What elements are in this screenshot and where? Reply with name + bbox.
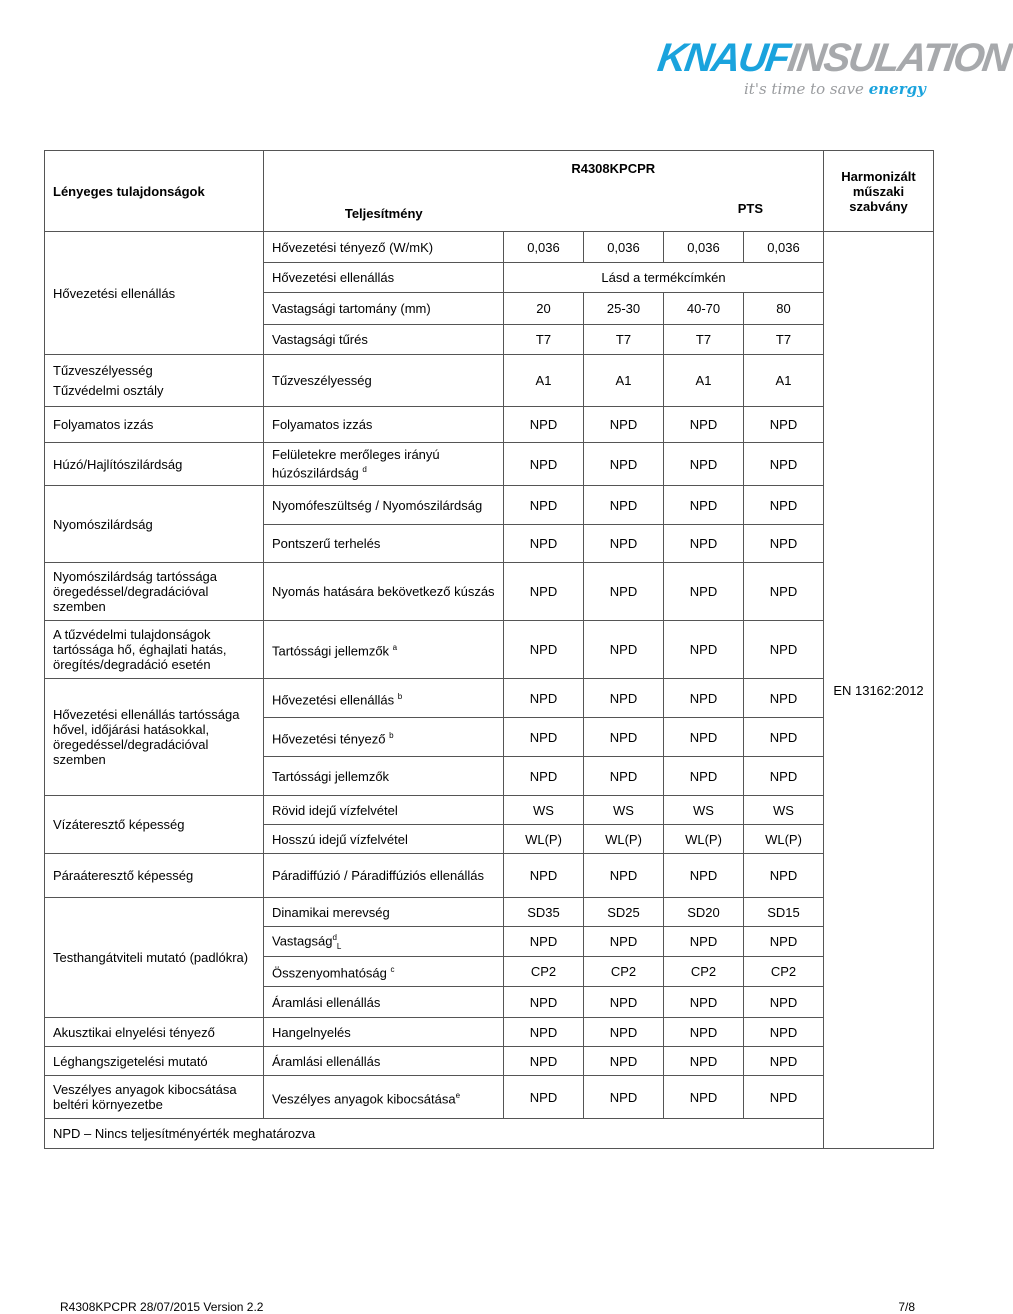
row-label xyxy=(264,1076,504,1119)
row-label-text: Hővezetési ellenállás xyxy=(272,692,395,708)
cell-value: NPD xyxy=(584,525,664,563)
cell-value: WL(P) xyxy=(744,825,824,854)
performance-table xyxy=(44,150,934,1149)
cell-value: T7 xyxy=(664,325,744,355)
cell-value: 25-30 xyxy=(584,293,664,325)
cell-value: WS xyxy=(744,796,824,825)
group-akusztikai: Akusztikai elnyelési tényező xyxy=(45,1018,264,1047)
cell-value: 0,036 xyxy=(504,232,584,263)
cell-value: NPD xyxy=(584,443,664,486)
footer-page-number: 7/8 xyxy=(898,1300,915,1314)
cell-value: NPD xyxy=(584,621,664,679)
cell-value: NPD xyxy=(664,1047,744,1076)
logo-brand-left: KNAUF xyxy=(654,36,792,80)
cell-value: NPD xyxy=(744,525,824,563)
cell-value: NPD xyxy=(664,718,744,757)
cell-value: NPD xyxy=(504,443,584,486)
cell-value: NPD xyxy=(744,927,824,957)
table-row xyxy=(45,898,934,927)
cell-value: NPD xyxy=(664,443,744,486)
footnote-mark: c xyxy=(390,965,395,975)
cell-value: NPD xyxy=(584,757,664,796)
row-label: Hosszú idejű vízfelvétel xyxy=(264,825,504,854)
table-row xyxy=(45,796,934,825)
row-label xyxy=(264,957,504,987)
cell-value: NPD xyxy=(664,486,744,525)
cell-value: NPD xyxy=(664,679,744,718)
cell-value: NPD xyxy=(504,563,584,621)
group-veszelyes-anyagok: Veszélyes anyagok kibocsátása beltéri környezetbe xyxy=(45,1076,264,1119)
cell-value: NPD xyxy=(664,927,744,957)
header-harmonized-standard: Harmonizált műszaki szabvány xyxy=(824,151,934,232)
cell-value: WS xyxy=(504,796,584,825)
logo-tagline-energy: energy xyxy=(868,80,926,98)
group-huzo-hajlitoszilardsag: Húzó/Hajlítószilárdság xyxy=(45,443,264,486)
cell-value: NPD xyxy=(584,679,664,718)
table-row xyxy=(45,563,934,621)
table-header-row xyxy=(45,151,934,232)
row-label: Hangelnyelés xyxy=(264,1018,504,1047)
table-note-row xyxy=(45,1119,934,1149)
footnote-mark: b xyxy=(389,730,394,740)
cell-value: NPD xyxy=(584,854,664,898)
footnote-mark: d xyxy=(332,932,337,942)
table-row xyxy=(45,407,934,443)
table-row xyxy=(45,443,934,486)
cell-value: NPD xyxy=(504,854,584,898)
cell-value: NPD xyxy=(664,757,744,796)
cell-value: NPD xyxy=(504,525,584,563)
row-label: Tűzveszélyesség xyxy=(264,355,504,407)
cell-value: NPD xyxy=(744,854,824,898)
cell-value: NPD xyxy=(504,621,584,679)
table-row xyxy=(45,355,934,407)
standard-value: EN 13162:2012 xyxy=(824,232,934,1149)
cell-value: NPD xyxy=(744,486,824,525)
cell-value: SD25 xyxy=(584,898,664,927)
cell-value: A1 xyxy=(504,355,584,407)
cell-value: WS xyxy=(664,796,744,825)
cell-value: NPD xyxy=(504,486,584,525)
group-leghangszigetelesi: Léghangszigetelési mutató xyxy=(45,1047,264,1076)
cell-value: NPD xyxy=(584,486,664,525)
row-label: Nyomás hatására bekövetkező kúszás xyxy=(264,563,504,621)
footnote-mark: d xyxy=(362,465,367,475)
cell-value: NPD xyxy=(664,525,744,563)
group-hovezetesi-ellenallas: Hővezetési ellenállás xyxy=(45,232,264,355)
cell-value: NPD xyxy=(504,987,584,1018)
header-pts: PTS xyxy=(737,201,763,216)
cell-value: NPD xyxy=(744,1047,824,1076)
group-paraatereszto: Páraáteresztő képesség xyxy=(45,854,264,898)
cell-value: CP2 xyxy=(504,957,584,987)
cell-value: NPD xyxy=(504,718,584,757)
row-label: Rövid idejű vízfelvétel xyxy=(264,796,504,825)
cell-value: A1 xyxy=(744,355,824,407)
subscript-mark: L xyxy=(336,941,342,951)
row-label: Páradiffúzió / Páradiffúziós ellenállás xyxy=(264,854,504,898)
row-label xyxy=(264,621,504,679)
cell-value: NPD xyxy=(584,927,664,957)
group-folyamatos-izzas: Folyamatos izzás xyxy=(45,407,264,443)
group-hovezetesi-tartossag: Hővezetési ellenállás tartóssága hővel, időjárási hatásokkal, öregedéssel/degradációval szemben xyxy=(45,679,264,796)
cell-value: NPD xyxy=(744,1018,824,1047)
logo-brand-right: INSULATION xyxy=(784,36,1013,80)
cell-value: NPD xyxy=(744,757,824,796)
cell-value: NPD xyxy=(744,407,824,443)
cell-value: NPD xyxy=(664,1018,744,1047)
row-label: Folyamatos izzás xyxy=(264,407,504,443)
cell-value: 40-70 xyxy=(664,293,744,325)
cell-value: NPD xyxy=(504,1047,584,1076)
row-label: Hővezetési tényező (W/mK) xyxy=(264,232,504,263)
cell-value: NPD xyxy=(584,1076,664,1119)
cell-value: WS xyxy=(584,796,664,825)
group-nyomoszilardsag: Nyomószilárdság xyxy=(45,486,264,563)
row-label: Vastagsági tűrés xyxy=(264,325,504,355)
row-label-text: Veszélyes anyagok kibocsátása xyxy=(272,1091,456,1107)
group-testhangatviteli: Testhangátviteli mutató (padlókra) xyxy=(45,898,264,1018)
row-label-text: Hővezetési tényező xyxy=(272,731,386,747)
logo-tagline xyxy=(744,80,926,98)
header-product-code: R4308KPCPR xyxy=(571,161,656,176)
group-label-line: Tűzveszélyesség xyxy=(53,363,153,378)
row-label-text: Felületekre merőleges irányú húzószilárdság xyxy=(272,447,440,481)
cell-value: NPD xyxy=(584,987,664,1018)
table-row xyxy=(45,621,934,679)
cell-value: T7 xyxy=(744,325,824,355)
footnote-mark: e xyxy=(455,1090,461,1100)
cell-value: NPD xyxy=(504,407,584,443)
cell-value: NPD xyxy=(664,563,744,621)
cell-value: T7 xyxy=(584,325,664,355)
table-row xyxy=(45,486,934,525)
row-label: Áramlási ellenállás xyxy=(264,987,504,1018)
cell-value: NPD xyxy=(584,407,664,443)
cell-value: CP2 xyxy=(584,957,664,987)
cell-value: NPD xyxy=(744,987,824,1018)
cell-value: NPD xyxy=(504,1018,584,1047)
knauf-insulation-logo xyxy=(652,30,1013,110)
footnote-mark: b xyxy=(397,691,403,701)
cell-value: NPD xyxy=(584,563,664,621)
row-label: Tartóssági jellemzők xyxy=(264,757,504,796)
cell-value: NPD xyxy=(664,407,744,443)
cell-value: WL(P) xyxy=(584,825,664,854)
cell-value: Lásd a termékcímkén xyxy=(504,263,824,293)
row-label xyxy=(264,679,504,718)
row-label-text: Összenyomhatóság xyxy=(272,965,387,981)
group-nyomoszilardsag-tartossaga: Nyomószilárdság tartóssága öregedéssel/degradációval szemben xyxy=(45,563,264,621)
cell-value: A1 xyxy=(664,355,744,407)
cell-value: NPD xyxy=(504,757,584,796)
row-label: Pontszerű terhelés xyxy=(264,525,504,563)
cell-value: CP2 xyxy=(664,957,744,987)
row-label: Nyomófeszültség / Nyomószilárdság xyxy=(264,486,504,525)
cell-value: NPD xyxy=(504,679,584,718)
cell-value: NPD xyxy=(744,443,824,486)
cell-value: SD35 xyxy=(504,898,584,927)
table-row xyxy=(45,1076,934,1119)
npd-note: NPD – Nincs teljesítményérték meghatározva xyxy=(45,1119,934,1149)
cell-value: NPD xyxy=(744,718,824,757)
row-label xyxy=(264,718,504,757)
row-label: Vastagsági tartomány (mm) xyxy=(264,293,504,325)
row-label: Áramlási ellenállás xyxy=(264,1047,504,1076)
table-row xyxy=(45,1047,934,1076)
cell-value: NPD xyxy=(744,1076,824,1119)
row-label-text: Tartóssági jellemzők xyxy=(272,643,390,659)
row-label xyxy=(264,927,504,957)
cell-value: NPD xyxy=(664,621,744,679)
header-product-cell xyxy=(504,151,824,232)
logo-brand xyxy=(655,36,1013,81)
cell-value: NPD xyxy=(584,718,664,757)
row-label: Hővezetési ellenállás xyxy=(264,263,504,293)
group-vizatereszto: Vízáteresztő képesség xyxy=(45,796,264,854)
cell-value: NPD xyxy=(664,854,744,898)
cell-value: NPD xyxy=(744,621,824,679)
row-label xyxy=(264,443,504,486)
row-label: Dinamikai merevség xyxy=(264,898,504,927)
table-row xyxy=(45,232,934,263)
cell-value: NPD xyxy=(584,1047,664,1076)
footnote-mark: a xyxy=(392,643,398,653)
cell-value: 80 xyxy=(744,293,824,325)
table-row xyxy=(45,1018,934,1047)
cell-value: 0,036 xyxy=(744,232,824,263)
cell-value: 0,036 xyxy=(584,232,664,263)
cell-value: A1 xyxy=(584,355,664,407)
cell-value: WL(P) xyxy=(664,825,744,854)
cell-value: WL(P) xyxy=(504,825,584,854)
group-label-line: Tűzvédelmi osztály xyxy=(53,383,164,398)
cell-value: SD15 xyxy=(744,898,824,927)
row-label-text: Vastagság xyxy=(272,932,333,948)
cell-value: NPD xyxy=(504,1076,584,1119)
cell-value: 0,036 xyxy=(664,232,744,263)
cell-value: SD20 xyxy=(664,898,744,927)
footer-doc-version: R4308KPCPR 28/07/2015 Version 2.2 xyxy=(60,1300,264,1314)
cell-value: NPD xyxy=(744,679,824,718)
cell-value: 20 xyxy=(504,293,584,325)
cell-value: T7 xyxy=(504,325,584,355)
cell-value: NPD xyxy=(584,1018,664,1047)
group-tuzveszelyesseg xyxy=(45,355,264,407)
logo-tagline-text: it's time to save xyxy=(744,80,864,98)
table-row xyxy=(45,854,934,898)
cell-value: NPD xyxy=(664,1076,744,1119)
group-tuzvedelmi-tartossag: A tűzvédelmi tulajdonságok tartóssága hő, éghajlati hatás, öregítés/degradáció esetén xyxy=(45,621,264,679)
cell-value: NPD xyxy=(664,987,744,1018)
cell-value: NPD xyxy=(744,563,824,621)
table-row xyxy=(45,679,934,718)
header-essential-characteristics: Lényeges tulajdonságok xyxy=(45,151,264,232)
cell-value: CP2 xyxy=(744,957,824,987)
header-performance: Teljesítmény xyxy=(264,151,504,232)
cell-value: NPD xyxy=(504,927,584,957)
